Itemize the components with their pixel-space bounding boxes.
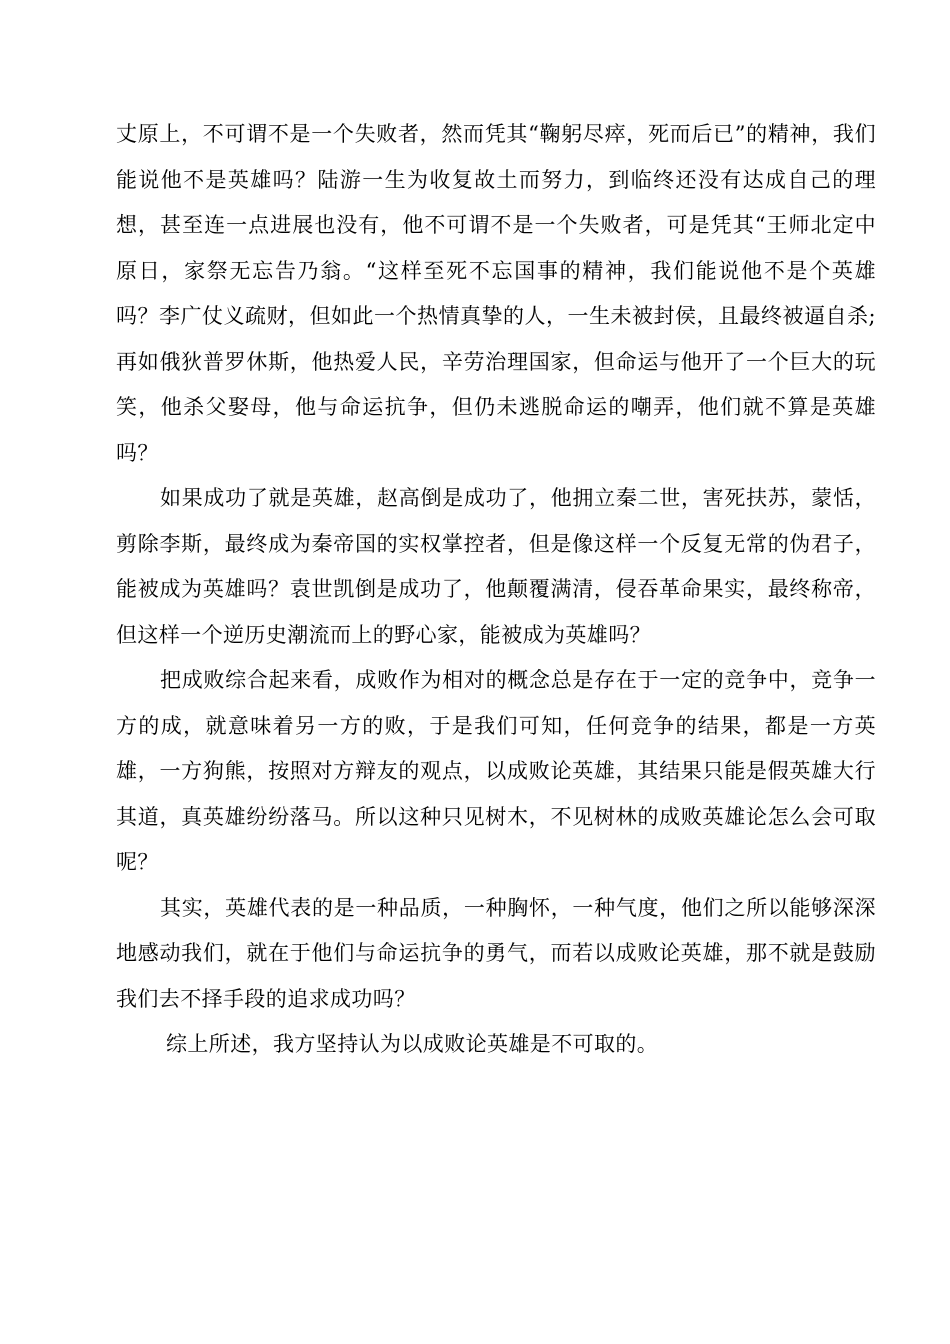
document-body (116, 112, 876, 1068)
paragraph-2: 如果成功了就是英雄，赵高倒是成功了，他拥立秦二世，害死扶苏，蒙恬，剪除李斯，最终成为秦帝国的实权掌控者，但是像这样一个反复无常的伪君子，能被成为英雄吗？袁世凯倒是成功了，他颠覆满清，侵吞革命果实，最终称帝，但这样一个逆历史潮流而上的野心家，能被成为英雄吗？ (116, 486, 876, 647)
paragraph-1: 丈原上，不可谓不是一个失败者，然而凭其“鞠躬尽瘁，死而后已”的精神，我们能说他不是英雄吗？陆游一生为收复故土而努力，到临终还没有达成自己的理想，甚至连一点进展也没有，他不可谓不是一个失败者，可是凭其“王师北定中原日，家祭无忘告乃翁。“这样至死不忘国事的精神，我们能说他不是个英雄吗？李广仗义疏财，但如此一个热情真挚的人，一生未被封侯，且最终被逼自杀;再如俄狄普罗休斯，他热爱人民，辛劳治理国家，但命运与他开了一个巨大的玩笑，他杀父娶母，他与命运抗争，但仍未逃脱命运的嘲弄，他们就不算是英雄吗？ (116, 122, 876, 465)
paragraph-5: 综上所述，我方坚持认为以成败论英雄是不可取的。 (166, 1032, 659, 1056)
paragraph-4: 其实，英雄代表的是一种品质，一种胸怀，一种气度，他们之所以能够深深地感动我们，就在于他们与命运抗争的勇气，而若以成败论英雄，那不就是鼓励我们去不择手段的追求成功吗？ (116, 895, 876, 1011)
paragraph-3: 把成败综合起来看，成败作为相对的概念总是存在于一定的竞争中，竞争一方的成，就意味着另一方的败，于是我们可知，任何竞争的结果，都是一方英雄，一方狗熊，按照对方辩友的观点，以成败论英雄，其结果只能是假英雄大行其道，真英雄纷纷落马。所以这种只见树木，不见树林的成败英雄论怎么会可取呢？ (116, 668, 876, 874)
